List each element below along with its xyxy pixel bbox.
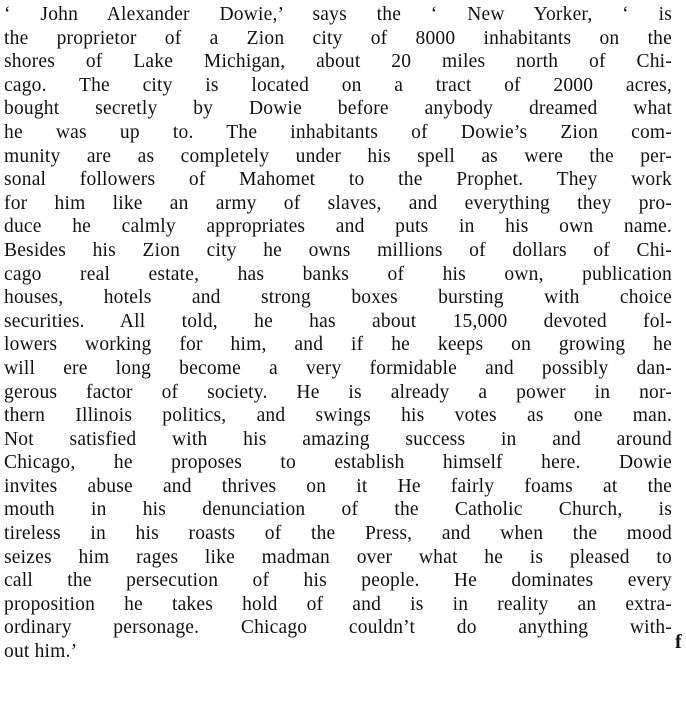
article-line: for him like an army of slaves, and everything they pro-: [4, 192, 672, 214]
article-line: lowers working for him, and if he keeps on growing he: [4, 334, 672, 356]
article-line: ‘ John Alexander Dowie,’ says the ‘ New Yorker, ‘ is: [4, 4, 672, 25]
article-line: bought secretly by Dowie before anybody dreamed what: [4, 98, 672, 120]
article-line: tireless in his roasts of the Press, and when the mood: [4, 523, 672, 545]
article-line: seizes him rages like madman over what he is pleased to: [4, 546, 672, 568]
article-line: houses, hotels and strong boxes bursting with choice: [4, 287, 672, 309]
article-line: duce he calmly appropriates and puts in his own name.: [4, 216, 672, 238]
margin-mark: f: [675, 631, 682, 653]
article-line: shores of Lake Michigan, about 20 miles north of Chi-: [4, 51, 672, 73]
article-line: thern Illinois politics, and swings his votes as one man.: [4, 405, 672, 427]
article-line: will ere long become a very formidable and possibly dan-: [4, 357, 672, 379]
article-line: Not satisfied with his amazing success in and around: [4, 428, 672, 450]
article-line: ordinary personage. Chicago couldn’t do anything with-: [4, 617, 672, 639]
article-line: the proprietor of a Zion city of 8000 inhabitants on the: [4, 27, 672, 49]
article-line: securities. All told, he has about 15,000 devoted fol-: [4, 310, 672, 332]
article-line: mouth in his denunciation of the Catholic Church, is: [4, 499, 672, 521]
article-line: cago real estate, has banks of his own, publication: [4, 263, 672, 285]
article-line: out him.’: [4, 641, 78, 663]
article-line: cago. The city is located on a tract of 2000 acres,: [4, 74, 672, 96]
article-line: call the persecution of his people. He dominates every: [4, 570, 672, 592]
article-line: Chicago, he proposes to establish himself here. Dowie: [4, 452, 672, 474]
article-column: [4, 3, 672, 664]
article-line: munity are as completely under his spell as were the per-: [4, 145, 672, 167]
article-line: invites abuse and thrives on it He fairly foams at the: [4, 475, 672, 497]
article-line: he was up to. The inhabitants of Dowie’s Zion com-: [4, 121, 672, 143]
article-line: sonal followers of Mahomet to the Prophet. They work: [4, 169, 672, 191]
article-line: gerous factor of society. He is already a power in nor-: [4, 381, 672, 403]
article-line: Besides his Zion city he owns millions of dollars of Chi-: [4, 239, 672, 261]
article-line: proposition he takes hold of and is in reality an extra-: [4, 593, 672, 615]
